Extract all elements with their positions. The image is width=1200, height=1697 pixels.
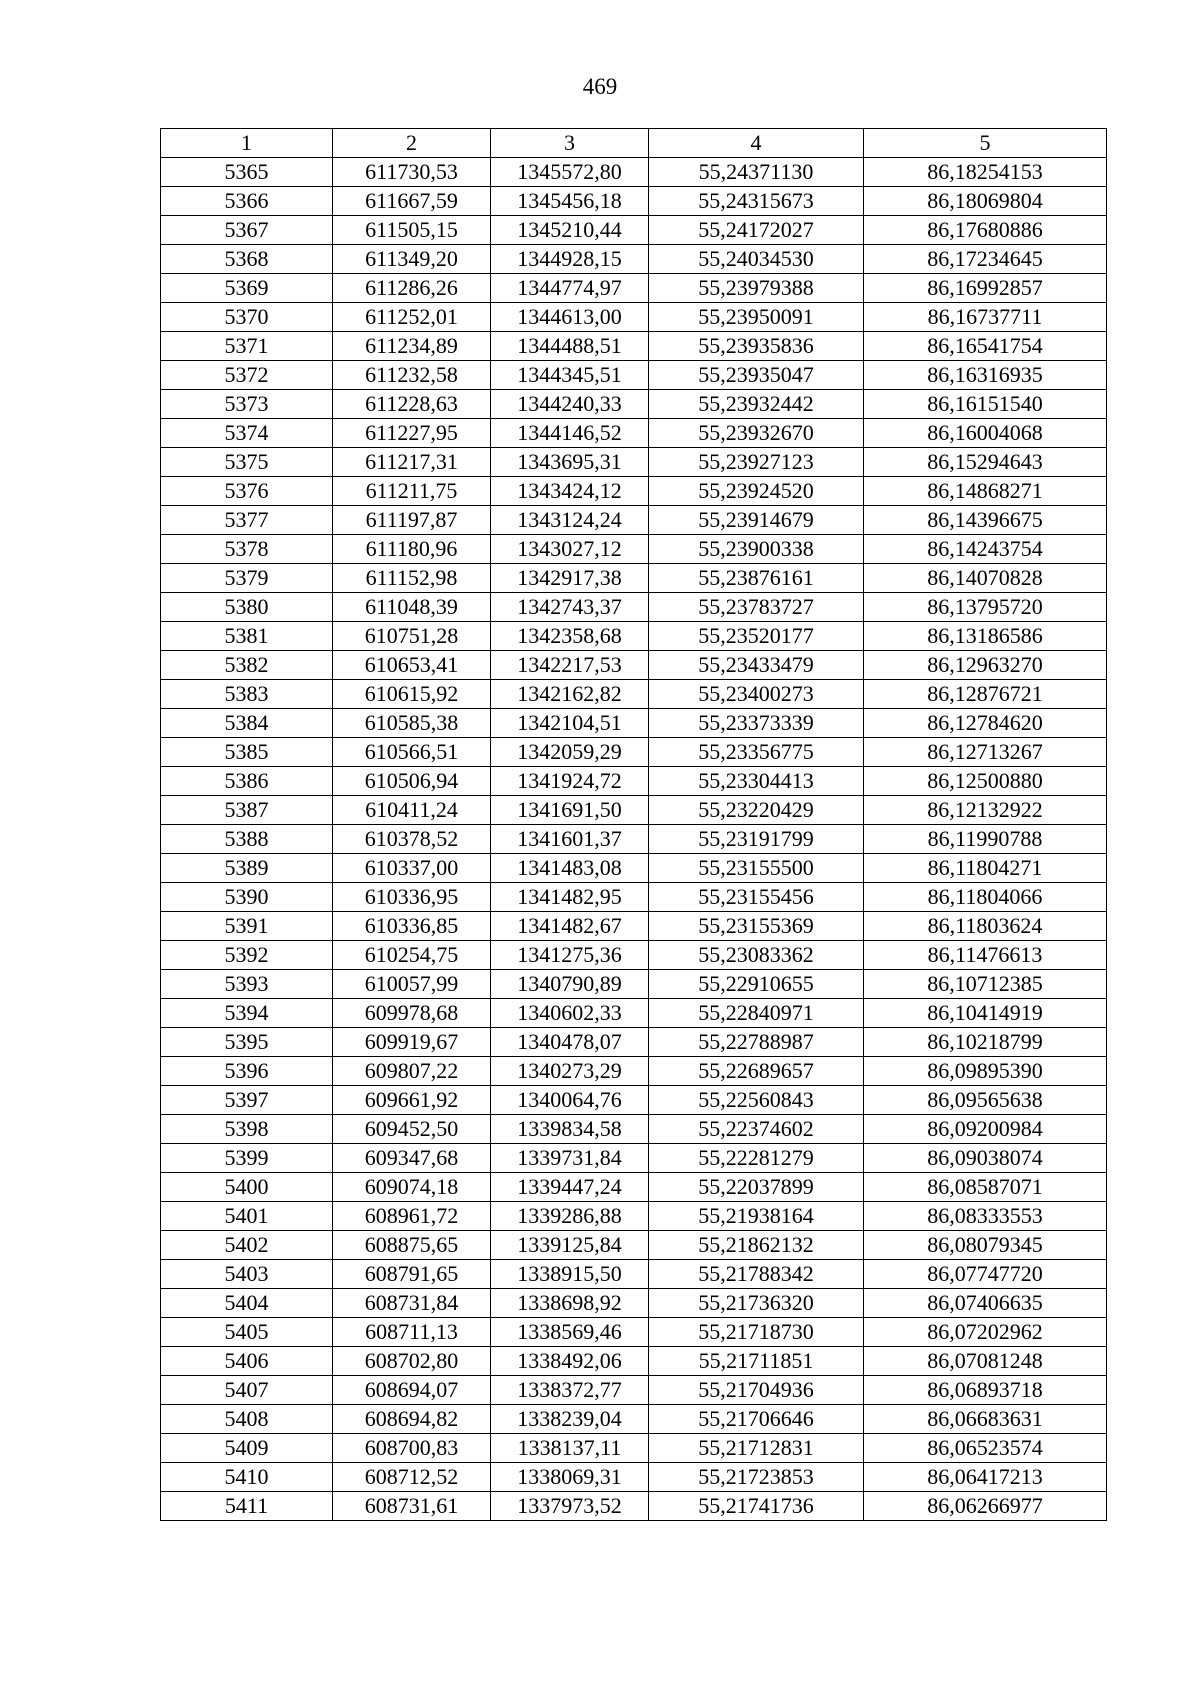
table-cell: 1339447,24	[491, 1173, 649, 1202]
table-cell: 5411	[161, 1492, 333, 1521]
table-row	[161, 1405, 1107, 1434]
table-cell: 86,11803624	[864, 912, 1107, 941]
table-cell: 5378	[161, 535, 333, 564]
table-cell: 610337,00	[333, 854, 491, 883]
table-cell: 1339834,58	[491, 1115, 649, 1144]
table-row	[161, 1492, 1107, 1521]
table-cell: 86,09565638	[864, 1086, 1107, 1115]
table-cell: 5401	[161, 1202, 333, 1231]
table-row	[161, 245, 1107, 274]
table-row	[161, 1057, 1107, 1086]
table-cell: 1344613,00	[491, 303, 649, 332]
table-row	[161, 796, 1107, 825]
table-cell: 5380	[161, 593, 333, 622]
table-cell: 1338492,06	[491, 1347, 649, 1376]
table-cell: 86,08079345	[864, 1231, 1107, 1260]
table-cell: 5386	[161, 767, 333, 796]
table-cell: 1342217,53	[491, 651, 649, 680]
table-cell: 55,24315673	[649, 187, 864, 216]
table-cell: 86,17680886	[864, 216, 1107, 245]
table-row	[161, 680, 1107, 709]
table-row	[161, 448, 1107, 477]
column-header: 4	[649, 129, 864, 158]
table-cell: 1342917,38	[491, 564, 649, 593]
table-cell: 1341601,37	[491, 825, 649, 854]
table-cell: 5365	[161, 158, 333, 187]
table-cell: 55,23924520	[649, 477, 864, 506]
table-cell: 5398	[161, 1115, 333, 1144]
table-cell: 5396	[161, 1057, 333, 1086]
table-cell: 5379	[161, 564, 333, 593]
table-cell: 1345572,80	[491, 158, 649, 187]
table-cell: 1338137,11	[491, 1434, 649, 1463]
table-cell: 608875,65	[333, 1231, 491, 1260]
table-row	[161, 1347, 1107, 1376]
table-cell: 55,23083362	[649, 941, 864, 970]
table-cell: 86,06417213	[864, 1463, 1107, 1492]
table-cell: 55,21704936	[649, 1376, 864, 1405]
table-row	[161, 1434, 1107, 1463]
table-cell: 5375	[161, 448, 333, 477]
table-row	[161, 593, 1107, 622]
table-cell: 55,23373339	[649, 709, 864, 738]
column-header: 5	[864, 129, 1107, 158]
table-cell: 611197,87	[333, 506, 491, 535]
table-cell: 5371	[161, 332, 333, 361]
table-cell: 608694,82	[333, 1405, 491, 1434]
table-cell: 55,22281279	[649, 1144, 864, 1173]
table-cell: 610566,51	[333, 738, 491, 767]
table-cell: 5395	[161, 1028, 333, 1057]
table-cell: 55,21712831	[649, 1434, 864, 1463]
table-row	[161, 564, 1107, 593]
table-cell: 608791,65	[333, 1260, 491, 1289]
table-row	[161, 738, 1107, 767]
table-cell: 609347,68	[333, 1144, 491, 1173]
table-cell: 5370	[161, 303, 333, 332]
table-cell: 55,21736320	[649, 1289, 864, 1318]
table-cell: 55,21788342	[649, 1260, 864, 1289]
table-cell: 609919,67	[333, 1028, 491, 1057]
table-cell: 1338069,31	[491, 1463, 649, 1492]
table-row	[161, 1463, 1107, 1492]
table-row	[161, 651, 1107, 680]
table-cell: 1344345,51	[491, 361, 649, 390]
table-cell: 86,12500880	[864, 767, 1107, 796]
table-cell: 610057,99	[333, 970, 491, 999]
table-cell: 5403	[161, 1260, 333, 1289]
table-cell: 55,23304413	[649, 767, 864, 796]
table-cell: 611227,95	[333, 419, 491, 448]
table-cell: 5385	[161, 738, 333, 767]
column-header: 2	[333, 129, 491, 158]
table-cell: 55,24172027	[649, 216, 864, 245]
table-cell: 609807,22	[333, 1057, 491, 1086]
table-cell: 1339125,84	[491, 1231, 649, 1260]
table-cell: 1338698,92	[491, 1289, 649, 1318]
table-cell: 55,22560843	[649, 1086, 864, 1115]
table-cell: 86,12963270	[864, 651, 1107, 680]
table-header-row	[161, 129, 1107, 158]
table-cell: 55,24371130	[649, 158, 864, 187]
table-row	[161, 187, 1107, 216]
column-header: 1	[161, 129, 333, 158]
table-cell: 5406	[161, 1347, 333, 1376]
table-cell: 86,08333553	[864, 1202, 1107, 1231]
table-cell: 86,16004068	[864, 419, 1107, 448]
table-row	[161, 332, 1107, 361]
table-cell: 55,23191799	[649, 825, 864, 854]
table-row	[161, 622, 1107, 651]
table-cell: 5389	[161, 854, 333, 883]
table-cell: 1344928,15	[491, 245, 649, 274]
table-cell: 5394	[161, 999, 333, 1028]
table-cell: 86,16541754	[864, 332, 1107, 361]
table-cell: 86,13795720	[864, 593, 1107, 622]
table-cell: 86,12876721	[864, 680, 1107, 709]
table-row	[161, 1376, 1107, 1405]
table-cell: 1339286,88	[491, 1202, 649, 1231]
table-row	[161, 709, 1107, 738]
table-cell: 55,23220429	[649, 796, 864, 825]
table-cell: 611730,53	[333, 158, 491, 187]
table-cell: 86,10712385	[864, 970, 1107, 999]
table-cell: 608731,84	[333, 1289, 491, 1318]
table-cell: 1340273,29	[491, 1057, 649, 1086]
page-number: 469	[582, 74, 618, 99]
table-row	[161, 825, 1107, 854]
table-cell: 609978,68	[333, 999, 491, 1028]
table-cell: 1345456,18	[491, 187, 649, 216]
table-cell: 610506,94	[333, 767, 491, 796]
table-cell: 55,23155500	[649, 854, 864, 883]
table-cell: 55,23935047	[649, 361, 864, 390]
table-cell: 55,23935836	[649, 332, 864, 361]
table-cell: 86,11804271	[864, 854, 1107, 883]
table-cell: 1342104,51	[491, 709, 649, 738]
table-cell: 1344488,51	[491, 332, 649, 361]
table-cell: 609452,50	[333, 1115, 491, 1144]
table-cell: 611667,59	[333, 187, 491, 216]
table-cell: 1343695,31	[491, 448, 649, 477]
table-row	[161, 1028, 1107, 1057]
table-cell: 5369	[161, 274, 333, 303]
table-cell: 5367	[161, 216, 333, 245]
table-row	[161, 941, 1107, 970]
table-cell: 5377	[161, 506, 333, 535]
table-row	[161, 999, 1107, 1028]
table-cell: 86,12132922	[864, 796, 1107, 825]
table-cell: 610751,28	[333, 622, 491, 651]
table-cell: 86,07747720	[864, 1260, 1107, 1289]
table-cell: 5405	[161, 1318, 333, 1347]
table-cell: 1341482,67	[491, 912, 649, 941]
table-cell: 86,10218799	[864, 1028, 1107, 1057]
table-cell: 55,22788987	[649, 1028, 864, 1057]
table-cell: 1338239,04	[491, 1405, 649, 1434]
table-cell: 55,23927123	[649, 448, 864, 477]
table-cell: 55,22840971	[649, 999, 864, 1028]
table-cell: 86,08587071	[864, 1173, 1107, 1202]
table-cell: 55,23932670	[649, 419, 864, 448]
table-cell: 55,21938164	[649, 1202, 864, 1231]
table-cell: 55,23783727	[649, 593, 864, 622]
table-cell: 611048,39	[333, 593, 491, 622]
table-cell: 1342162,82	[491, 680, 649, 709]
table-row	[161, 1173, 1107, 1202]
table-cell: 1344146,52	[491, 419, 649, 448]
table-cell: 609661,92	[333, 1086, 491, 1115]
table-cell: 610378,52	[333, 825, 491, 854]
table-cell: 86,11990788	[864, 825, 1107, 854]
table-body	[161, 158, 1107, 1521]
table-row	[161, 1144, 1107, 1173]
table-cell: 86,14868271	[864, 477, 1107, 506]
table-cell: 1340602,33	[491, 999, 649, 1028]
table-cell: 5390	[161, 883, 333, 912]
table-cell: 608712,52	[333, 1463, 491, 1492]
table-cell: 1338915,50	[491, 1260, 649, 1289]
table-cell: 5404	[161, 1289, 333, 1318]
table-cell: 1338372,77	[491, 1376, 649, 1405]
table-cell: 608702,80	[333, 1347, 491, 1376]
table-cell: 86,18069804	[864, 187, 1107, 216]
table-cell: 5407	[161, 1376, 333, 1405]
table-cell: 86,16992857	[864, 274, 1107, 303]
table-row	[161, 216, 1107, 245]
table-row	[161, 274, 1107, 303]
table-cell: 86,06683631	[864, 1405, 1107, 1434]
table-row	[161, 854, 1107, 883]
table-cell: 1342358,68	[491, 622, 649, 651]
table-cell: 5397	[161, 1086, 333, 1115]
table-cell: 1341691,50	[491, 796, 649, 825]
table-cell: 86,07202962	[864, 1318, 1107, 1347]
table-cell: 1342059,29	[491, 738, 649, 767]
table-cell: 5368	[161, 245, 333, 274]
table-row	[161, 361, 1107, 390]
table-cell: 1343124,24	[491, 506, 649, 535]
table-cell: 86,09895390	[864, 1057, 1107, 1086]
table-cell: 86,16316935	[864, 361, 1107, 390]
column-header: 3	[491, 129, 649, 158]
table-cell: 5400	[161, 1173, 333, 1202]
table-row	[161, 1086, 1107, 1115]
table-cell: 608731,61	[333, 1492, 491, 1521]
table-cell: 86,13186586	[864, 622, 1107, 651]
table-cell: 5392	[161, 941, 333, 970]
table-cell: 86,17234645	[864, 245, 1107, 274]
table-cell: 611252,01	[333, 303, 491, 332]
table-cell: 611217,31	[333, 448, 491, 477]
table-row	[161, 303, 1107, 332]
table-cell: 611349,20	[333, 245, 491, 274]
table-cell: 86,09200984	[864, 1115, 1107, 1144]
table-row	[161, 1289, 1107, 1318]
table-cell: 5388	[161, 825, 333, 854]
table-cell: 86,15294643	[864, 448, 1107, 477]
table-cell: 5409	[161, 1434, 333, 1463]
table-cell: 55,23950091	[649, 303, 864, 332]
table-cell: 55,23876161	[649, 564, 864, 593]
table-cell: 5376	[161, 477, 333, 506]
table-cell: 55,23356775	[649, 738, 864, 767]
table-cell: 86,14243754	[864, 535, 1107, 564]
table-cell: 86,14396675	[864, 506, 1107, 535]
table-row	[161, 158, 1107, 187]
table-cell: 1344774,97	[491, 274, 649, 303]
table-cell: 608694,07	[333, 1376, 491, 1405]
table-cell: 55,21723853	[649, 1463, 864, 1492]
table-cell: 611180,96	[333, 535, 491, 564]
table-row	[161, 970, 1107, 999]
table-cell: 5374	[161, 419, 333, 448]
table-row	[161, 1115, 1107, 1144]
table-cell: 610653,41	[333, 651, 491, 680]
table-row	[161, 535, 1107, 564]
table-cell: 5391	[161, 912, 333, 941]
table-cell: 86,11476613	[864, 941, 1107, 970]
table-cell: 5373	[161, 390, 333, 419]
table-cell: 86,09038074	[864, 1144, 1107, 1173]
table-cell: 86,11804066	[864, 883, 1107, 912]
table-cell: 1341924,72	[491, 767, 649, 796]
table-row	[161, 767, 1107, 796]
table-cell: 55,23932442	[649, 390, 864, 419]
table-row	[161, 506, 1107, 535]
table-cell: 55,23900338	[649, 535, 864, 564]
table-row	[161, 477, 1107, 506]
table-cell: 1345210,44	[491, 216, 649, 245]
table-cell: 611505,15	[333, 216, 491, 245]
table-cell: 608711,13	[333, 1318, 491, 1347]
table-cell: 55,23155369	[649, 912, 864, 941]
table-cell: 55,23914679	[649, 506, 864, 535]
table-cell: 5383	[161, 680, 333, 709]
table-cell: 1342743,37	[491, 593, 649, 622]
table-cell: 5382	[161, 651, 333, 680]
table-cell: 611234,89	[333, 332, 491, 361]
table-cell: 5381	[161, 622, 333, 651]
table-cell: 86,06523574	[864, 1434, 1107, 1463]
table-cell: 1339731,84	[491, 1144, 649, 1173]
table-cell: 610615,92	[333, 680, 491, 709]
table-cell: 608700,83	[333, 1434, 491, 1463]
table-cell: 86,16737711	[864, 303, 1107, 332]
table-cell: 5393	[161, 970, 333, 999]
table-cell: 86,12784620	[864, 709, 1107, 738]
table-cell: 55,23400273	[649, 680, 864, 709]
table-cell: 611211,75	[333, 477, 491, 506]
table-cell: 55,21862132	[649, 1231, 864, 1260]
table-cell: 86,10414919	[864, 999, 1107, 1028]
table-cell: 5384	[161, 709, 333, 738]
table-cell: 1340790,89	[491, 970, 649, 999]
table-cell: 609074,18	[333, 1173, 491, 1202]
table-cell: 1343424,12	[491, 477, 649, 506]
table-cell: 1343027,12	[491, 535, 649, 564]
table-cell: 611228,63	[333, 390, 491, 419]
table-row	[161, 1260, 1107, 1289]
table-cell: 1337973,52	[491, 1492, 649, 1521]
table-cell: 610254,75	[333, 941, 491, 970]
table-cell: 55,23433479	[649, 651, 864, 680]
table-cell: 1344240,33	[491, 390, 649, 419]
table-cell: 55,21711851	[649, 1347, 864, 1376]
table-row	[161, 1231, 1107, 1260]
table-cell: 86,07081248	[864, 1347, 1107, 1376]
table-cell: 1341483,08	[491, 854, 649, 883]
table-row	[161, 419, 1107, 448]
table-cell: 5408	[161, 1405, 333, 1434]
table-cell: 1340064,76	[491, 1086, 649, 1115]
table-cell: 611152,98	[333, 564, 491, 593]
table-cell: 86,14070828	[864, 564, 1107, 593]
table-cell: 1341482,95	[491, 883, 649, 912]
table-cell: 55,21706646	[649, 1405, 864, 1434]
table-cell: 5402	[161, 1231, 333, 1260]
table-cell: 86,12713267	[864, 738, 1107, 767]
table-cell: 86,07406635	[864, 1289, 1107, 1318]
table-cell: 55,22910655	[649, 970, 864, 999]
coordinates-table	[160, 128, 1107, 1521]
table-cell: 5372	[161, 361, 333, 390]
table-cell: 55,22037899	[649, 1173, 864, 1202]
table-cell: 5366	[161, 187, 333, 216]
table-cell: 1338569,46	[491, 1318, 649, 1347]
table-cell: 611232,58	[333, 361, 491, 390]
table-cell: 86,16151540	[864, 390, 1107, 419]
table-cell: 5399	[161, 1144, 333, 1173]
table-cell: 55,24034530	[649, 245, 864, 274]
table-cell: 610411,24	[333, 796, 491, 825]
table-cell: 86,06266977	[864, 1492, 1107, 1521]
table-cell: 610336,85	[333, 912, 491, 941]
table-row	[161, 912, 1107, 941]
table-cell: 55,23979388	[649, 274, 864, 303]
table-cell: 608961,72	[333, 1202, 491, 1231]
table-cell: 55,23520177	[649, 622, 864, 651]
table-cell: 610336,95	[333, 883, 491, 912]
table-cell: 86,18254153	[864, 158, 1107, 187]
table-cell: 1341275,36	[491, 941, 649, 970]
table-row	[161, 883, 1107, 912]
table-cell: 86,06893718	[864, 1376, 1107, 1405]
table-cell: 611286,26	[333, 274, 491, 303]
table-row	[161, 390, 1107, 419]
table-cell: 55,21718730	[649, 1318, 864, 1347]
table-cell: 1340478,07	[491, 1028, 649, 1057]
table-cell: 55,23155456	[649, 883, 864, 912]
table-cell: 5410	[161, 1463, 333, 1492]
table-cell: 5387	[161, 796, 333, 825]
table-cell: 55,21741736	[649, 1492, 864, 1521]
table-cell: 55,22374602	[649, 1115, 864, 1144]
table-row	[161, 1202, 1107, 1231]
table-cell: 610585,38	[333, 709, 491, 738]
table-cell: 55,22689657	[649, 1057, 864, 1086]
table-row	[161, 1318, 1107, 1347]
